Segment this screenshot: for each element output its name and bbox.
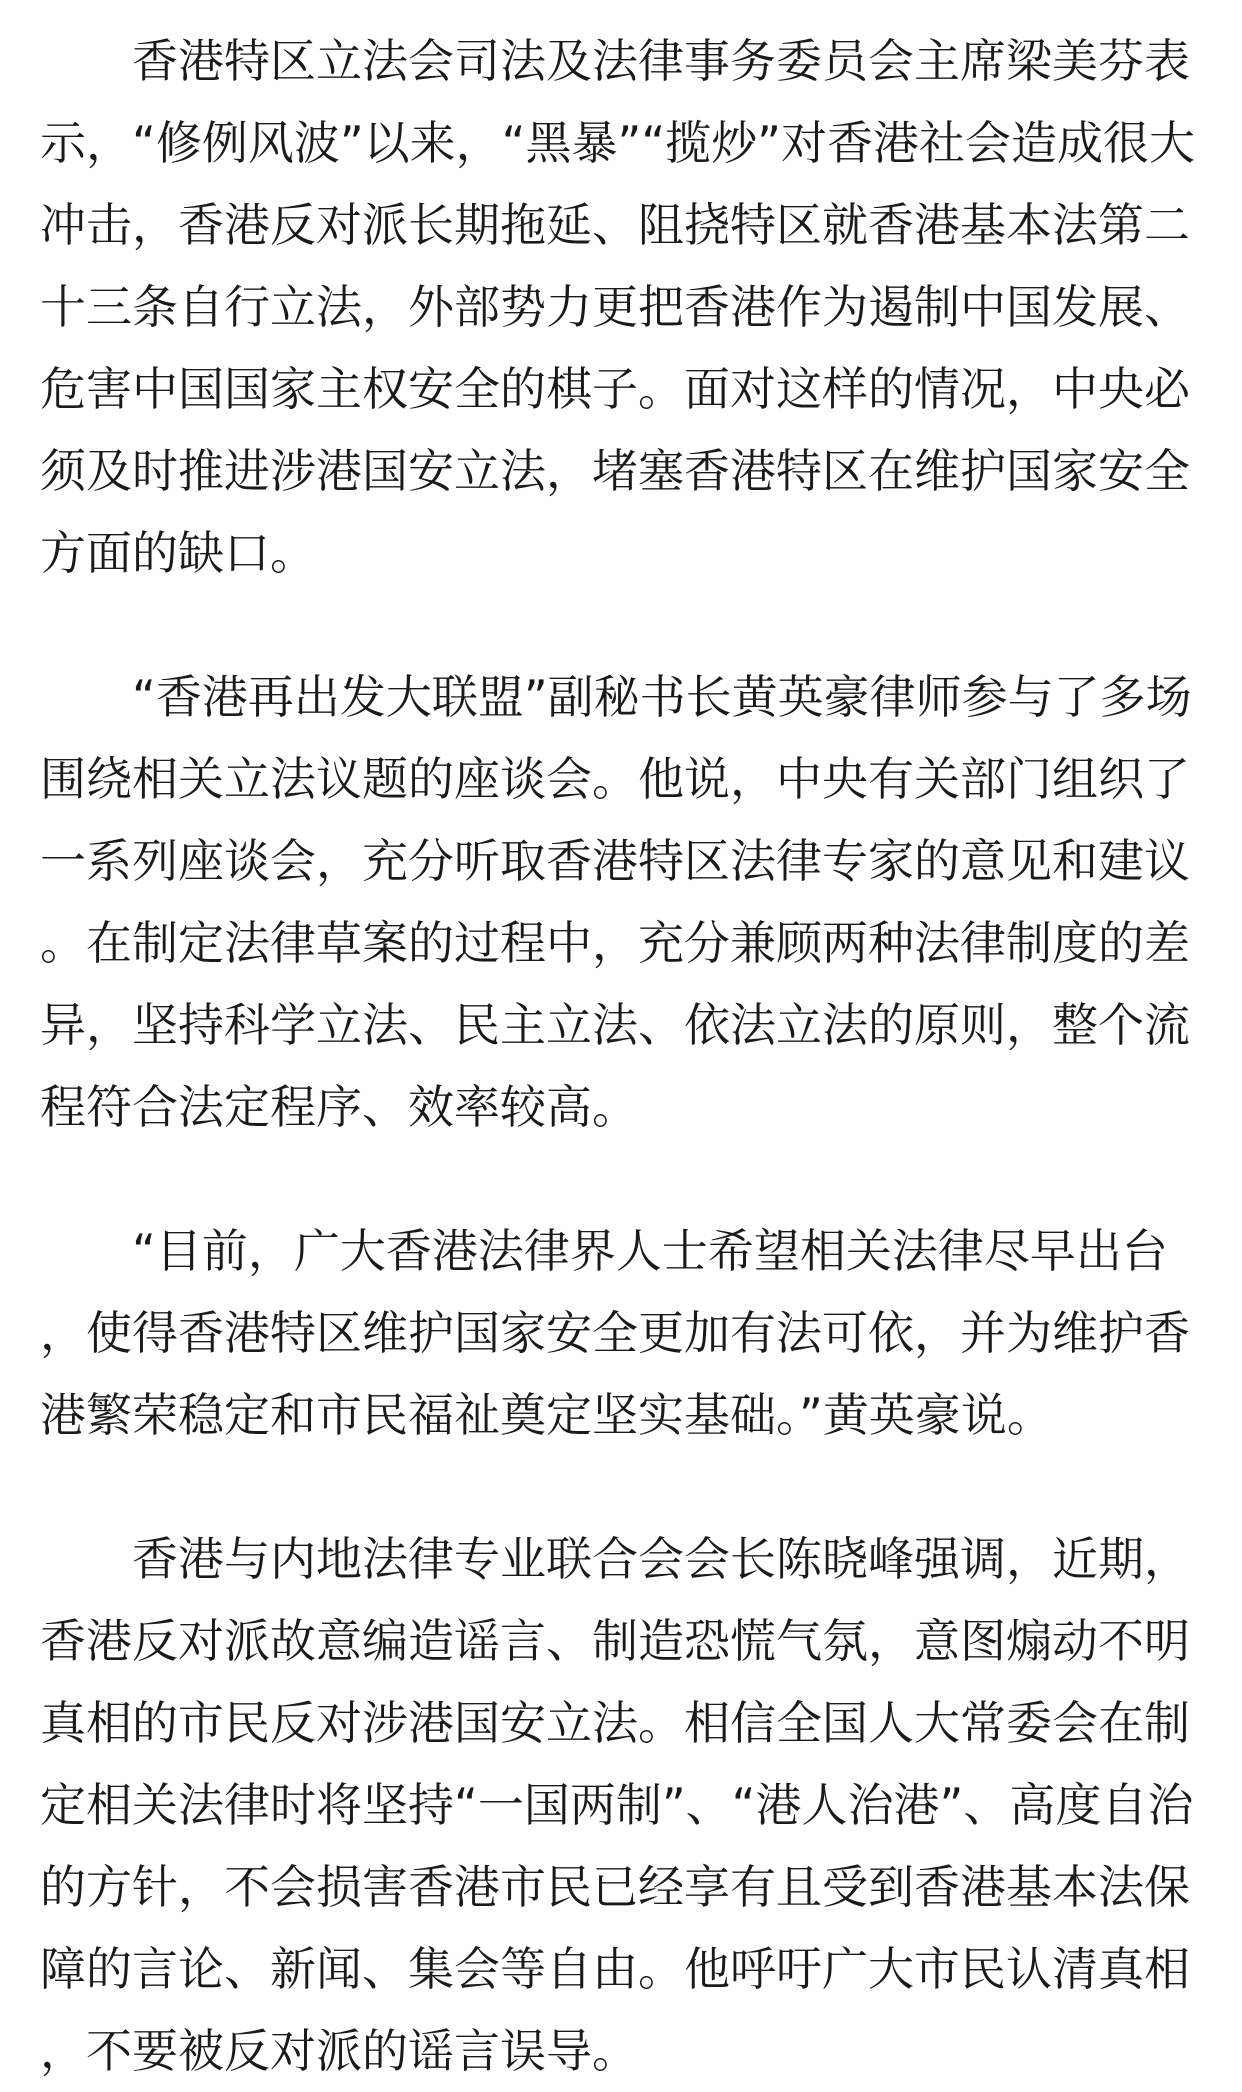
paragraph-chan-federation-statement: 香港与内地法律专业联合会会长陈晓峰强调，近期，香港反对派故意编造谣言、制造恐慌气氛，意图煽动不明真相的市民反对涉港国安立法。相信全国人大常委会在制定相关法律时将坚持“一国两制”、“港人治港”、高度自治的方针，不会损害香港市民已经享有且受到香港基本法保障的言论、新闻、集会等自由。他呼吁广大市民认清真相，不要被反对派的谣言误导。 [40, 1532, 1194, 2078]
paragraph-lawyer-wong-quote: “目前，广大香港法律界人士希望相关法律尽早出台，使得香港特区维护国家安全更加有法可依，并为维护香港繁荣稳定和市民福祉奠定坚实基础。”黄英豪说。 [40, 1224, 1190, 1442]
paragraph-lawyer-wong-seminars: “香港再出发大联盟”副秘书长黄英豪律师参与了多场围绕相关立法议题的座谈会。他说，中央有关部门组织了一系列座谈会，充分听取香港特区法律专家的意见和建议。在制定法律草案的过程中，充分兼顾两种法律制度的差异，坚持科学立法、民主立法、依法立法的原则，整个流程符合法定程序、效率较高。 [40, 670, 1192, 1134]
paragraph-legco-chair-statement: 香港特区立法会司法及法律事务委员会主席梁美芬表示，“修例风波”以来，“黑暴”“揽炒”对香港社会造成很大冲击，香港反对派长期拖延、阻挠特区就香港基本法第二十三条自行立法，外部势力更把香港作为遏制中国发展、危害中国国家主权安全的棋子。面对这样的情况，中央必须及时推进涉港国安立法，堵塞香港特区在维护国家安全方面的缺口。 [40, 34, 1195, 580]
